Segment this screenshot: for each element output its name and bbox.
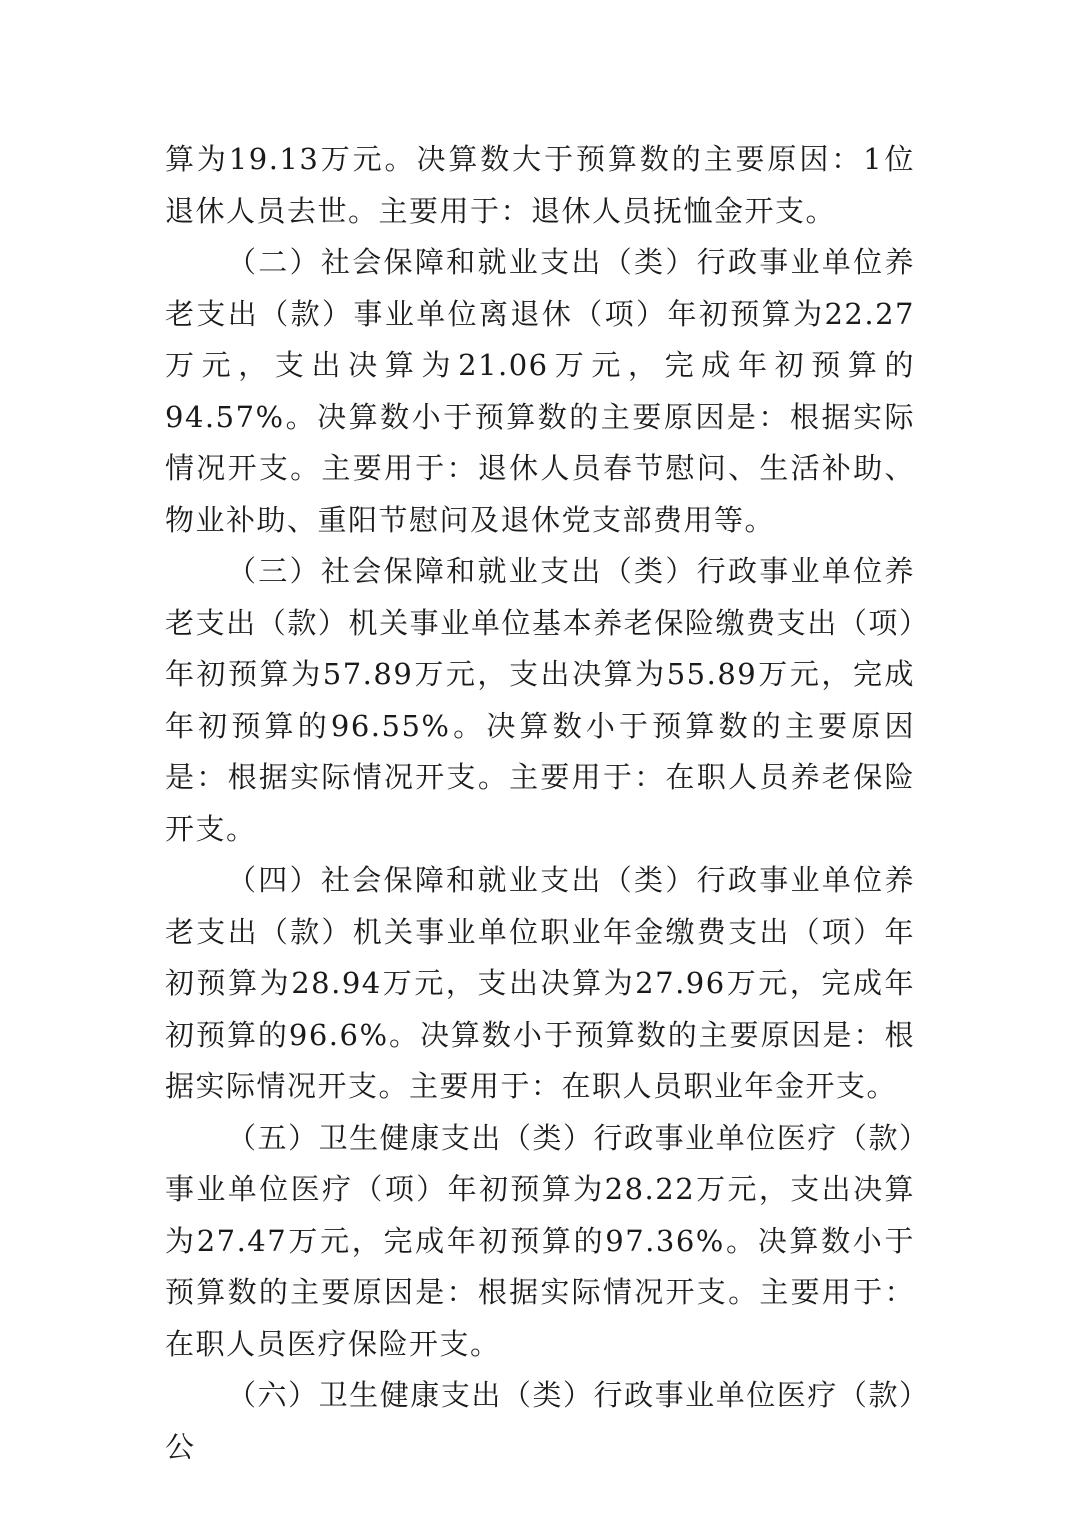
paragraph-item-6: （六）卫生健康支出（类）行政事业单位医疗（款）公 [165, 1378, 915, 1464]
paragraph-continuation: 算为19.13万元。决算数大于预算数的主要原因：1位退休人员去世。主要用于：退休人员抚恤金开支。 [165, 142, 915, 228]
paragraph-item-4: （四）社会保障和就业支出（类）行政事业单位养老支出（款）机关事业单位职业年金缴费支出（项）年初预算为28.94万元，支出决算为27.96万元，完成年初预算的96.6%。决算数小于预算数的主要原因是：根据实际情况开支。主要用于：在职人员职业年金开支。 [165, 863, 915, 1103]
paragraph-item-3: （三）社会保障和就业支出（类）行政事业单位养老支出（款）机关事业单位基本养老保险缴费支出（项）年初预算为57.89万元，支出决算为55.89万元，完成年初预算的96.55%。决算数小于预算数的主要原因是：根据实际情况开支。主要用于：在职人员养老保险开支。 [165, 554, 915, 846]
paragraph-item-5: （五）卫生健康支出（类）行政事业单位医疗（款）事业单位医疗（项）年初预算为28.22万元，支出决算为27.47万元，完成年初预算的97.36%。决算数小于预算数的主要原因是：根据实际情况开支。主要用于：在职人员医疗保险开支。 [165, 1120, 915, 1361]
document-body [165, 134, 915, 1473]
paragraph-item-2: （二）社会保障和就业支出（类）行政事业单位养老支出（款）事业单位离退休（项）年初预算为22.27万元，支出决算为21.06万元，完成年初预算的94.57%。决算数小于预算数的主要原因是：根据实际情况开支。主要用于：退休人员春节慰问、生活补助、物业补助、重阳节慰问及退休党支部费用等。 [165, 245, 915, 537]
